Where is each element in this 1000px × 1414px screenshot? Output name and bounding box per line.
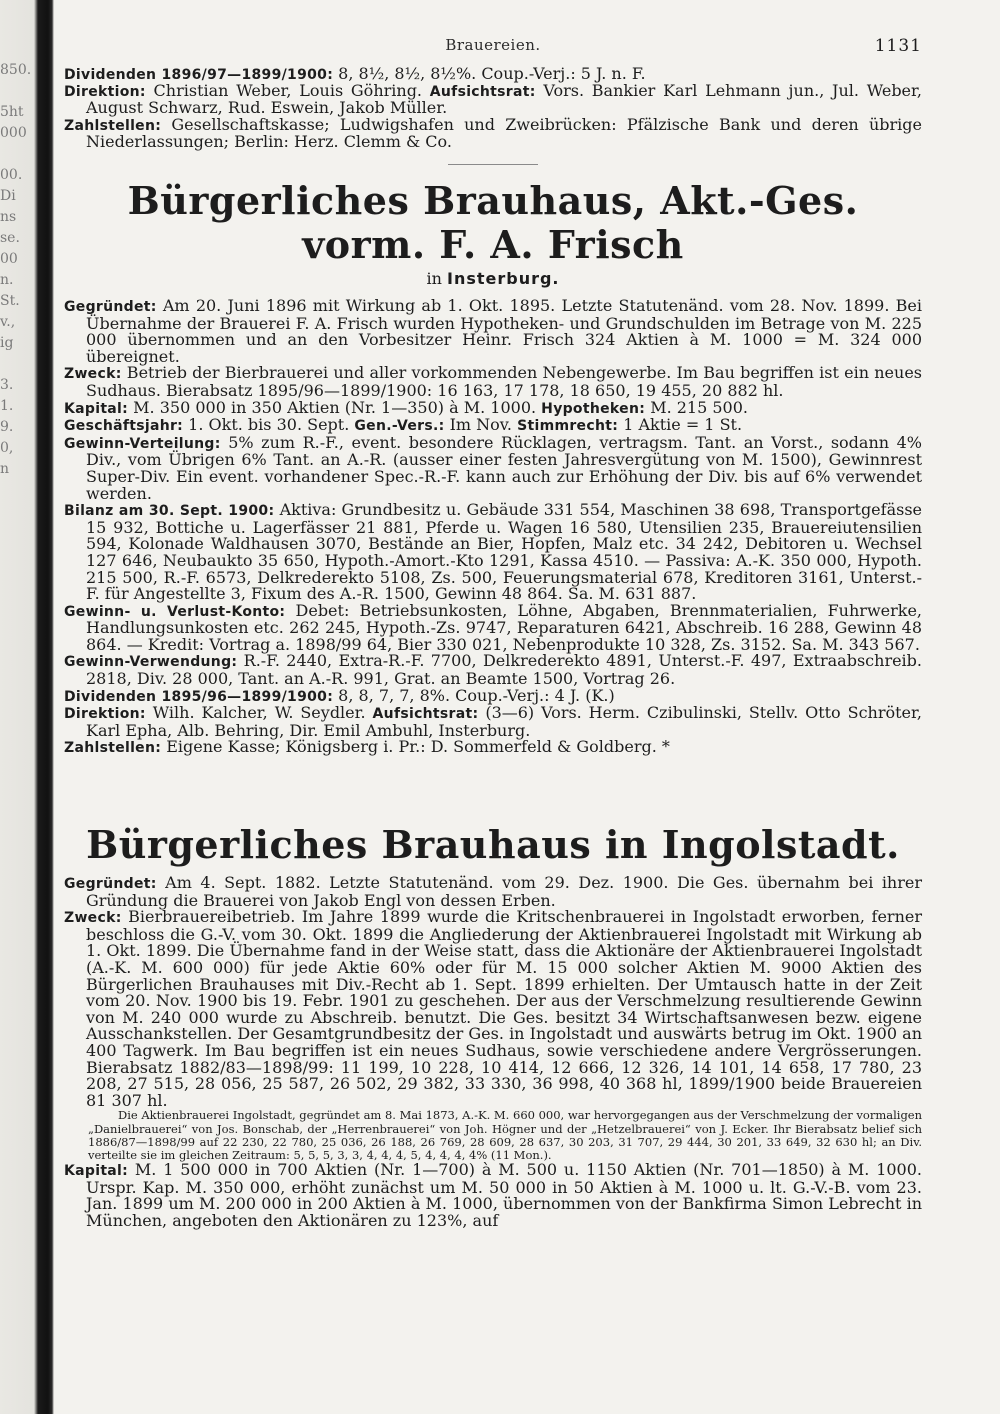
- page-number: 1131: [874, 36, 922, 56]
- field-label: Gewinn-Verwendung:: [64, 654, 238, 671]
- field-text: 1 Aktie = 1 St.: [618, 415, 743, 435]
- field-text: Gesellschaftskasse; Ludwigshafen und Zweibrücken: Pfälzische Bank und deren übrige Niederlassungen; Berlin: Herz. Clemm & Co.: [86, 114, 922, 151]
- gutter-fragment: 00: [0, 251, 18, 267]
- gutter-fragment: [0, 354, 34, 375]
- field-text: (3—6) Vors. Herm. Czibulinski, Stellv. Otto Schröter, Karl Epha, Alb. Behring, Dir. Emil Ambuhl, Insterburg.: [86, 703, 923, 740]
- gutter-fragment: 0,: [0, 440, 14, 456]
- previous-entry-continuation: [64, 66, 922, 150]
- entry-paragraph: [64, 1162, 922, 1229]
- page-header: [64, 0, 922, 66]
- gutter-fragment: 5ht: [0, 104, 24, 120]
- field-text: 8, 8, 7, 7, 8%. Coup.-Verj.: 4 J. (K.): [333, 685, 615, 705]
- entry-paragraph: [64, 365, 922, 399]
- field-label: Bilanz am 30. Sept. 1900:: [64, 503, 275, 520]
- field-label: Gewinn- u. Verlust-Konto:: [64, 603, 286, 620]
- gutter-fragment: [0, 564, 34, 585]
- field-text: M. 1 500 000 in 700 Aktien (Nr. 1—700) à M. 500 u. 1150 Aktien (Nr. 701—1850) à M. 1000. Urspr. Kap. M. 350 000, erhöht zunächst um M. 50 000 in 50 Aktien à M. 1000 u. lt. G.-V.-B. vom 23. Jan. 1899 um M. 200 000 in 200 Aktien à M. 1000, übernommen von der Bankfirma Simon Lebrecht in München, angeboten den Aktionären zu 123%, auf: [86, 1160, 922, 1230]
- gutter-fragment: 00.: [0, 167, 23, 183]
- field-text: M. 350 000 in 350 Aktien (Nr. 1—350) à M. 1000.: [128, 397, 542, 417]
- section-divider: [448, 164, 538, 165]
- capital-paragraph: [64, 1162, 922, 1229]
- field-text: 1. Okt. bis 30. Sept.: [183, 415, 355, 435]
- entry-paragraph: [64, 114, 922, 151]
- field-label: Gen.-Vers.:: [354, 418, 445, 435]
- field-label: Aufsichtsrat:: [429, 84, 536, 101]
- field-label: Direktion:: [64, 84, 146, 101]
- location-prefix: in: [426, 269, 447, 289]
- field-text: R.-F. 2440, Extra-R.-F. 7700, Delkrederekto 4891, Unterst.-F. 497, Extraabschreib. 2818, Div. 28 000, Tant. an A.-R. 991, Grat. an Beamte 1500, Vortrag 26.: [86, 651, 922, 689]
- field-label: Direktion:: [64, 706, 146, 723]
- gutter-fragment: [0, 480, 34, 501]
- gutter-fragment: n.: [0, 272, 14, 288]
- document-page: [64, 0, 922, 1414]
- gutter-fragment: Di: [0, 188, 16, 204]
- field-text: Bierbrauereibetrieb. Im Jahre 1899 wurde die Kritschenbrauerei in Ingolstadt erworben, ferner beschloss die G.-V. vom 30. Okt. 1899 die Angliederung der Aktienbrauerei Ingolstadt mit Wirkung ab 1. Okt. 1899. Die Übernahme fand in der Weise statt, dass die Aktionäre der Aktienbrauerei Ingolstadt (A.-K. M. 600 000) für jede Aktie 60% oder für M. 15 000 solcher Aktien M. 9000 Aktien des Bürgerlichen Brauhauses mit Div.-Recht ab 1. Sept. 1899 erhielten. Der Umtausch hatte in der Zeit vom 20. Nov. 1900 bis 19. Febr. 1901 zu geschehen. Der aus der Verschmelzung resultierende Gewinn von M. 240 000 wurde zu Abschreib. benutzt. Die Ges. besitzt 34 Wirtschaftsanwesen bezw. eigene Ausschankstellen. Der Gesamtgrundbesitz der Ges. in Ingolstadt und auswärts betrug im Okt. 1900 an 400 Tagwerk. Im Bau begriffen ist ein neues Sudhaus, sowie verschiedene andere Vergrösserungen. Bierabsatz 1882/83—1898/99: 11 199, 10 228, 10 414, 12 666, 12 326, 14 101, 14 658, 17 780, 23 208, 27 515, 28 056, 25 587, 26 502, 29 382, 33 330, 36 998, 40 368 hl, 1899/1900 beide Brauereien 81 307 hl.: [86, 907, 922, 1110]
- field-label: Kapital:: [64, 400, 129, 417]
- location-city: Insterburg.: [446, 269, 560, 289]
- field-label: Gegründet:: [64, 299, 157, 316]
- gutter-fragment: ns: [0, 209, 17, 225]
- field-text: Eigene Kasse; Königsberg i. Pr.: D. Sommerfeld & Goldberg. *: [161, 737, 670, 757]
- gutter-fragment: [0, 543, 34, 564]
- gutter-fragment: [0, 81, 34, 102]
- field-text: Betrieb der Bierbrauerei und aller vorkommenden Nebengewerbe. Im Bau begriffen ist ein neues Sudhaus. Bierabsatz 1895/96—1899/1900: 16 163, 17 178, 18 650, 19 455, 20 882 hl.: [86, 363, 922, 400]
- company-location: [64, 269, 922, 288]
- facing-page-fragments: [0, 60, 34, 627]
- entry-paragraph: [64, 909, 922, 1109]
- field-label: Dividenden 1895/96—1899/1900:: [64, 688, 334, 705]
- field-text: Aktiva: Grundbesitz u. Gebäude 331 554, Maschinen 38 698, Transportgefässe 15 932, Bottiche u. Lagerfässer 21 881, Pferde u. Wagen 16 580, Utensilien 235, Brauereiutensilien 594, Kolonade Waldhausen 3070, Bestände an Bier, Hopfen, Malz etc. 34 242, Debitoren u. Wechsel 127 646, Neubaukto 35 650, Hypoth.-Amort.-Kto 1291, Kassa 4510. — Passiva: A.-K. 350 000, Hypoth. 215 500, R.-F. 6573, Delkrederekto 5108, Zs. 500, Feuerungsmaterial 678, Kreditoren 3161, Unterst.-F. für Angestellte 3, Fixum des A.-R. 1500, Gewinn 48 864. Sa. M. 631 887.: [86, 500, 923, 604]
- entry-paragraph: [64, 502, 922, 603]
- entry-paragraph: [64, 875, 922, 909]
- field-text: 8, 8½, 8½, 8½%. Coup.-Verj.: 5 J. n. F.: [333, 64, 646, 83]
- field-text: Vors. Bankier Karl Lehmann jun., Jul. Weber, August Schwarz, Rud. Eswein, Jakob Müller.: [86, 81, 923, 118]
- gutter-fragment: [0, 144, 34, 165]
- field-text: Wilh. Kalcher, W. Seydler.: [145, 703, 373, 723]
- entry-paragraph: [64, 298, 922, 365]
- field-label: Zweck:: [64, 366, 122, 383]
- entry-paragraphs: [64, 298, 922, 757]
- entry-paragraphs: [64, 875, 922, 1109]
- gutter-fragment: ig: [0, 335, 14, 351]
- gutter-fragment: [0, 522, 34, 543]
- entry-paragraph: [64, 432, 922, 503]
- entry-paragraph: [64, 653, 922, 687]
- gutter-fragment: [0, 606, 34, 627]
- field-text: 5% zum R.-F., event. besondere Rücklagen, vertragsm. Tant. an Vorst., sodann 4% Div., vom Übrigen 6% Tant. an A.-R. (ausser einer festen Jahresvergütung von M. 1500), Gewinnrest Super-Div. Ein event. vorhandener Spec.-R.-F. kann auch zur Erhöhung der Div. bis auf 6% verwendet werden.: [86, 432, 922, 503]
- gutter-fragment: n: [0, 461, 10, 477]
- field-label: Zahlstellen:: [64, 117, 162, 134]
- gutter-fragment: 9.: [0, 419, 14, 435]
- gutter-fragment: se.: [0, 230, 20, 246]
- field-label: Geschäftsjahr:: [64, 418, 184, 435]
- field-text: Christian Weber, Louis Göhring.: [145, 81, 430, 101]
- field-text: Am 4. Sept. 1882. Letzte Statutenänd. vom 29. Dez. 1900. Die Ges. übernahm bei ihrer Gründung die Brauerei von Jakob Engl von dessen Erben.: [86, 873, 922, 910]
- entry-paragraph: [64, 83, 922, 116]
- field-label: Stimmrecht:: [517, 418, 619, 435]
- field-label: Hypotheken:: [541, 400, 646, 417]
- field-label: Kapital:: [64, 1163, 129, 1180]
- gutter-fragment: 3.: [0, 377, 14, 393]
- field-text: M. 215 500.: [645, 397, 748, 417]
- field-label: Aufsichtsrat:: [372, 706, 479, 723]
- entry-paragraph: [64, 705, 922, 739]
- gutter-fragment: 1.: [0, 398, 14, 414]
- gutter-fragment: St.: [0, 293, 20, 309]
- gutter-fragment: 000: [0, 125, 27, 141]
- field-text: Debet: Betriebsunkosten, Löhne, Abgaben, Brennmaterialien, Fuhrwerke, Handlungsunkosten etc. 262 245, Hypoth.-Zs. 9747, Reparaturen 6421, Abschreib. 16 288, Gewinn 48 864. — Kredit: Vortrag a. 1898/99 64, Bier 330 021, Nebenprodukte 10 328, Zs. 3152. Sa. M. 343 567.: [86, 600, 922, 654]
- gutter-fragment: [0, 585, 34, 606]
- footnote: [64, 1109, 922, 1162]
- field-label: Gewinn-Verteilung:: [64, 435, 221, 452]
- entry-paragraph: [64, 739, 922, 757]
- company-entry-insterburg: [64, 179, 922, 757]
- company-entry-ingolstadt: [64, 823, 922, 1230]
- binding-gutter: [0, 0, 54, 1414]
- gutter-fragment: v.,: [0, 314, 16, 330]
- field-label: Gegründet:: [64, 876, 157, 893]
- field-text: Im Nov.: [444, 415, 518, 435]
- field-text: Am 20. Juni 1896 mit Wirkung ab 1. Okt. 1895. Letzte Statutenänd. vom 28. Nov. 1899. Bei Übernahme der Brauerei F. A. Frisch wurden Hypotheken- und Grundschulden im Betrage von M. 225 000 übernommen und an den Vorbesitzer Heinr. Frisch 324 Aktien à M. 1000 = M. 324 000 übereignet.: [86, 296, 922, 366]
- field-label: Dividenden 1896/97—1899/1900:: [64, 67, 334, 83]
- company-title: Bürgerliches Brauhaus in Ingolstadt.: [86, 822, 900, 868]
- company-title: Bürgerliches Brauhaus, Akt.-Ges. vorm. F. A. Frisch: [127, 178, 859, 268]
- gutter-fragment: 850.: [0, 62, 32, 78]
- gutter-fragment: [0, 501, 34, 522]
- field-label: Zweck:: [64, 910, 122, 927]
- footnote-text: Die Aktienbrauerei Ingolstadt, gegründet am 8. Mai 1873, A.-K. M. 660 000, war hervorgegangen aus der Verschmelzung der vormaligen „Danielbrauerei“ von Jos. Bonschab, der „Herrenbrauerei“ von Joh. Högner und der „Hetzelbrauerei“ von J. Ecker. Ihr Bierabsatz belief sich 1886/87—1898/99 auf 22 230, 22 780, 25 036, 26 188, 26 769, 28 609, 28 637, 30 203, 31 707, 29 444, 30 201, 33 649, 32 630 hl; an Div. verteilte sie im gleichen Zeitraum: 5, 5, 5, 3, 3, 4, 4, 4, 5, 4, 4, 4, 4% (11 Mon.).: [88, 1108, 923, 1162]
- running-title: Brauereien.: [445, 36, 541, 54]
- field-label: Zahlstellen:: [64, 740, 162, 757]
- entry-paragraph: [64, 600, 922, 654]
